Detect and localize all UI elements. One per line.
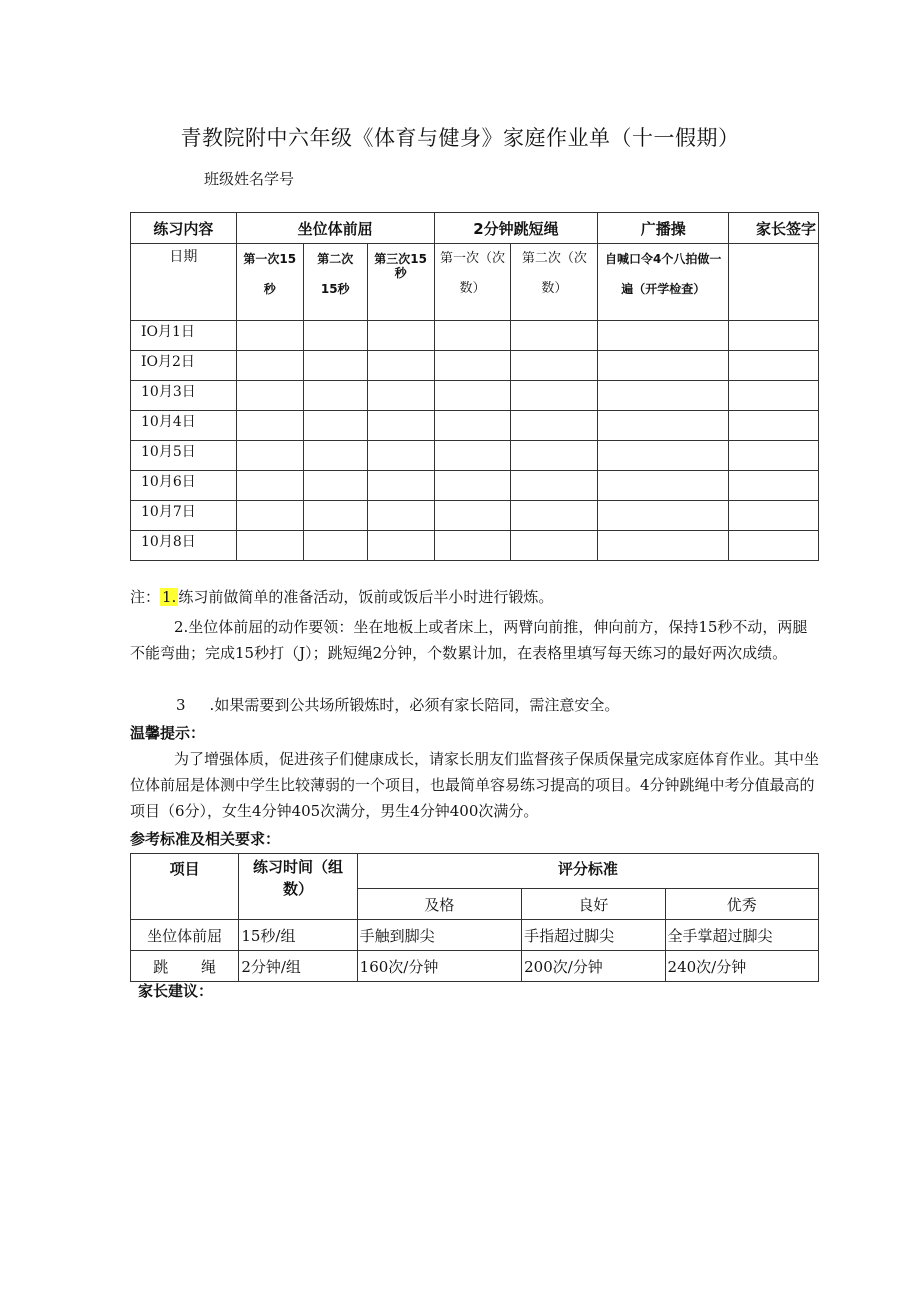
note-1-text: 练习前做简单的准备活动，饭前或饭后半小时进行锻炼。 (178, 588, 554, 606)
cell-sr3[interactable] (367, 471, 434, 501)
cell-sr3[interactable] (367, 441, 434, 471)
cell-sr1[interactable] (236, 441, 303, 471)
header-content: 练习内容 (131, 213, 237, 244)
log-row (131, 321, 819, 351)
class-name-number-line: 班级姓名学号 (204, 170, 295, 188)
ref-excellent-value: 240次/分钟 (665, 951, 818, 982)
log-row (131, 441, 819, 471)
cell-parent-sign[interactable] (729, 381, 819, 411)
subheader-sr1: 第一次15秒 (236, 244, 303, 321)
date-cell: 10月8日 (131, 531, 237, 561)
log-row (131, 411, 819, 441)
cell-parent-sign[interactable] (729, 351, 819, 381)
header-sit-reach: 坐位体前屈 (236, 213, 434, 244)
cell-broadcast[interactable] (598, 321, 729, 351)
cell-broadcast[interactable] (598, 381, 729, 411)
cell-jr1[interactable] (434, 501, 511, 531)
cell-sr1[interactable] (236, 501, 303, 531)
cell-jr2[interactable] (511, 501, 598, 531)
cell-sr2[interactable] (303, 321, 367, 351)
subheader-broadcast: 自喊口令4个八拍做一遍（开学检查） (598, 244, 729, 321)
cell-sr3[interactable] (367, 351, 434, 381)
cell-parent-sign[interactable] (729, 471, 819, 501)
cell-jr1[interactable] (434, 441, 511, 471)
cell-broadcast[interactable] (598, 501, 729, 531)
ref-excellent: 优秀 (665, 889, 818, 920)
parent-advice-label: 家长建议： (138, 982, 214, 1000)
cell-sr3[interactable] (367, 321, 434, 351)
cell-jr1[interactable] (434, 531, 511, 561)
header-parent-sign: 家长签字 (729, 213, 819, 244)
cell-jr1[interactable] (434, 411, 511, 441)
log-row (131, 531, 819, 561)
cell-sr2[interactable] (303, 441, 367, 471)
cell-parent-sign[interactable] (729, 441, 819, 471)
ref-pass-value: 160次/分钟 (357, 951, 521, 982)
cell-sr2[interactable] (303, 471, 367, 501)
cell-jr2[interactable] (511, 471, 598, 501)
cell-sr3[interactable] (367, 531, 434, 561)
note-prefix: 注： (130, 588, 161, 606)
cell-jr1[interactable] (434, 381, 511, 411)
date-cell: 10月5日 (131, 441, 237, 471)
cell-jr2[interactable] (511, 351, 598, 381)
subheader-jr2: 第二次（次数） (511, 244, 598, 321)
cell-sr2[interactable] (303, 531, 367, 561)
ref-good-value: 200次/分钟 (522, 951, 665, 982)
log-header-row (131, 213, 819, 244)
cell-sr3[interactable] (367, 501, 434, 531)
note-1-number-highlight: 1. (162, 588, 177, 606)
ref-excellent-value: 全手掌超过脚尖 (665, 920, 818, 951)
date-cell: 10月7日 (131, 501, 237, 531)
subheader-date: 日期 (131, 244, 237, 321)
cell-jr1[interactable] (434, 471, 511, 501)
note-3-text: .如果需要到公共场所锻炼时，必须有家长陪同，需注意安全。 (209, 696, 620, 714)
ref-good-value: 手指超过脚尖 (522, 920, 665, 951)
practice-log-table (130, 212, 819, 561)
tips-text: 为了增强体质，促进孩子们健康成长，请家长朋友们监督孩子保质保量完成家庭体育作业。其中坐位体前屈是体测中学生比较薄弱的一个项目，也最简单容易练习提高的项目。4分钟跳绳中考分值最高的项目（6分），女生4分钟405次满分，男生4分钟400次满分。 (130, 750, 820, 820)
cell-parent-sign[interactable] (729, 531, 819, 561)
cell-sr3[interactable] (367, 411, 434, 441)
subheader-parent-sign-empty (729, 244, 819, 321)
date-cell: IO月2日 (131, 351, 237, 381)
cell-sr1[interactable] (236, 471, 303, 501)
note-3-number: 3 (176, 696, 186, 714)
note-1 (130, 584, 819, 610)
ref-item: 跳 绳 (131, 951, 239, 982)
ref-pass: 及格 (357, 889, 521, 920)
subheader-sr3: 第三次15秒 (367, 244, 434, 321)
cell-jr2[interactable] (511, 321, 598, 351)
cell-sr1[interactable] (236, 411, 303, 441)
cell-jr2[interactable] (511, 531, 598, 561)
ref-col-time: 练习时间（组数） (239, 854, 357, 920)
cell-parent-sign[interactable] (729, 411, 819, 441)
ref-item: 坐位体前屈 (131, 920, 239, 951)
ref-time: 2分钟/组 (239, 951, 357, 982)
tips-heading: 温馨提示： (130, 724, 206, 742)
cell-sr2[interactable] (303, 411, 367, 441)
log-row (131, 351, 819, 381)
cell-sr2[interactable] (303, 351, 367, 381)
date-cell: IO月1日 (131, 321, 237, 351)
cell-sr1[interactable] (236, 381, 303, 411)
header-jump-rope: 2分钟跳短绳 (434, 213, 598, 244)
subheader-jr1: 第一次（次数） (434, 244, 511, 321)
note-3 (130, 692, 819, 718)
date-cell: 10月6日 (131, 471, 237, 501)
cell-parent-sign[interactable] (729, 501, 819, 531)
cell-jr2[interactable] (511, 381, 598, 411)
cell-broadcast[interactable] (598, 471, 729, 501)
ref-row (131, 920, 819, 951)
ref-pass-value: 手触到脚尖 (357, 920, 521, 951)
ref-col-score: 评分标准 (357, 854, 818, 889)
subheader-sr2: 第二次15秒 (303, 244, 367, 321)
cell-jr2[interactable] (511, 411, 598, 441)
log-row (131, 501, 819, 531)
cell-broadcast[interactable] (598, 441, 729, 471)
ref-header-row (131, 854, 819, 889)
cell-sr1[interactable] (236, 351, 303, 381)
reference-standards-table (130, 853, 819, 982)
log-row (131, 471, 819, 501)
cell-sr2[interactable] (303, 501, 367, 531)
cell-sr1[interactable] (236, 321, 303, 351)
log-row (131, 381, 819, 411)
date-cell: 10月3日 (131, 381, 237, 411)
page-title: 青教院附中六年级《体育与健身》家庭作业单（十一假期） (180, 126, 740, 150)
cell-jr1[interactable] (434, 351, 511, 381)
cell-sr3[interactable] (367, 381, 434, 411)
header-broadcast: 广播操 (598, 213, 729, 244)
cell-sr2[interactable] (303, 381, 367, 411)
cell-broadcast[interactable] (598, 351, 729, 381)
reference-heading: 参考标准及相关要求： (130, 830, 281, 848)
cell-broadcast[interactable] (598, 411, 729, 441)
ref-time: 15秒/组 (239, 920, 357, 951)
cell-parent-sign[interactable] (729, 321, 819, 351)
ref-col-item: 项目 (131, 854, 239, 920)
cell-jr1[interactable] (434, 321, 511, 351)
log-subheader-row (131, 244, 819, 321)
cell-jr2[interactable] (511, 441, 598, 471)
note-2: 2.坐位体前屈的动作要领：坐在地板上或者床上，两臂向前推，伸向前方，保持15秒不动，两腿不能弯曲；完成15秒打（J）；跳短绳2分钟，个数累计加，在表格里填写每天练习的最好两次成绩。 (130, 618, 808, 662)
date-cell: 10月4日 (131, 411, 237, 441)
cell-sr1[interactable] (236, 531, 303, 561)
ref-good: 良好 (522, 889, 665, 920)
ref-row (131, 951, 819, 982)
cell-broadcast[interactable] (598, 531, 729, 561)
